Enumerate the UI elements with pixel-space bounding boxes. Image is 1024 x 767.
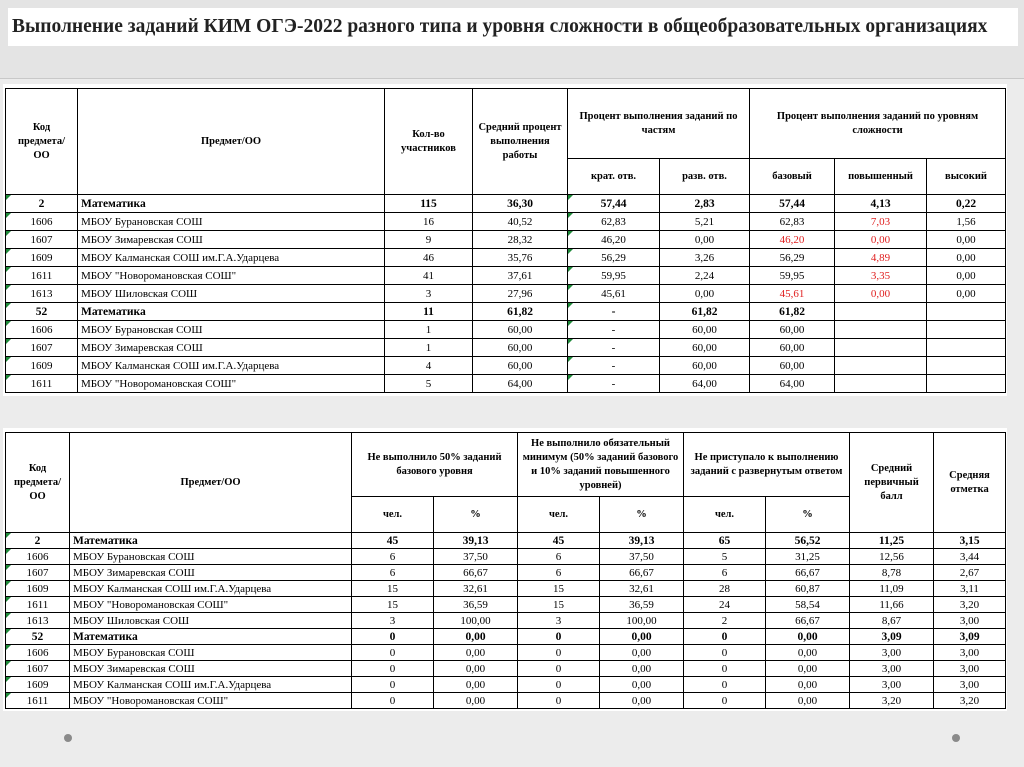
cell-level-advanced: 0,00 bbox=[835, 231, 927, 249]
cell-count: 9 bbox=[385, 231, 473, 249]
header-not-started: Не приступало к выполнению заданий с развернутым ответом bbox=[684, 433, 850, 497]
cell-n3: 0 bbox=[684, 677, 766, 693]
cell-marker-icon bbox=[6, 645, 11, 650]
cell-p3: 31,25 bbox=[766, 549, 850, 565]
header-long-answer: разв. отв. bbox=[660, 159, 750, 195]
cell-n3: 2 bbox=[684, 613, 766, 629]
header-average-grade: Средняя отметка bbox=[934, 433, 1006, 533]
cell-p2: 0,00 bbox=[600, 677, 684, 693]
cell-subject: МБОУ Калманская СОШ им.Г.А.Ударцева bbox=[70, 677, 352, 693]
cell-n3: 6 bbox=[684, 565, 766, 581]
cell-long-answer: 0,00 bbox=[660, 231, 750, 249]
cell-n2: 0 bbox=[518, 645, 600, 661]
cell-p3: 0,00 bbox=[766, 661, 850, 677]
cell-grade: 3,00 bbox=[934, 677, 1006, 693]
cell-subject: МБОУ "Новоромановская СОШ" bbox=[78, 375, 385, 393]
cell-n2: 0 bbox=[518, 661, 600, 677]
cell-count: 5 bbox=[385, 375, 473, 393]
cell-code: 1606 bbox=[6, 645, 70, 661]
cell-average: 60,00 bbox=[473, 357, 568, 375]
cell-average: 28,32 bbox=[473, 231, 568, 249]
cell-long-answer: 61,82 bbox=[660, 303, 750, 321]
cell-average: 37,61 bbox=[473, 267, 568, 285]
table-row bbox=[6, 581, 1006, 597]
cell-subject: МБОУ Калманская СОШ им.Г.А.Ударцева bbox=[70, 581, 352, 597]
cell-n1: 15 bbox=[352, 581, 434, 597]
cell-grade: 3,00 bbox=[934, 661, 1006, 677]
header-count: Кол-во участников bbox=[385, 89, 473, 195]
cell-marker-icon bbox=[568, 303, 573, 308]
cell-count: 115 bbox=[385, 195, 473, 213]
cell-long-answer: 2,24 bbox=[660, 267, 750, 285]
header-percent: % bbox=[434, 497, 518, 533]
cell-level-high bbox=[927, 321, 1006, 339]
table-row bbox=[6, 677, 1006, 693]
cell-p1: 37,50 bbox=[434, 549, 518, 565]
cell-count: 11 bbox=[385, 303, 473, 321]
cell-marker-icon bbox=[6, 581, 11, 586]
cell-score: 8,78 bbox=[850, 565, 934, 581]
cell-n2: 45 bbox=[518, 533, 600, 549]
cell-p1: 32,61 bbox=[434, 581, 518, 597]
cell-p2: 0,00 bbox=[600, 629, 684, 645]
cell-score: 3,00 bbox=[850, 661, 934, 677]
header-level-basic: базовый bbox=[750, 159, 835, 195]
cell-subject: Математика bbox=[70, 533, 352, 549]
cell-average: 35,76 bbox=[473, 249, 568, 267]
header-levels-group: Процент выполнения заданий по уровням сложности bbox=[750, 89, 1006, 159]
cell-n1: 6 bbox=[352, 549, 434, 565]
cell-short-answer: - bbox=[568, 321, 660, 339]
cell-n3: 0 bbox=[684, 645, 766, 661]
table-row bbox=[6, 629, 1006, 645]
cell-short-answer: 59,95 bbox=[568, 267, 660, 285]
cell-average: 64,00 bbox=[473, 375, 568, 393]
cell-n1: 0 bbox=[352, 661, 434, 677]
cell-long-answer: 3,26 bbox=[660, 249, 750, 267]
cell-average: 40,52 bbox=[473, 213, 568, 231]
cell-n2: 15 bbox=[518, 597, 600, 613]
cell-p1: 66,67 bbox=[434, 565, 518, 581]
cell-level-basic: 64,00 bbox=[750, 375, 835, 393]
cell-n1: 15 bbox=[352, 597, 434, 613]
cell-n1: 0 bbox=[352, 645, 434, 661]
cell-subject: Математика bbox=[70, 629, 352, 645]
header-not-minimum: Не выполнило обязательный минимум (50% заданий базового и 10% заданий повышенного уровней) bbox=[518, 433, 684, 497]
cell-level-basic: 60,00 bbox=[750, 321, 835, 339]
cell-p3: 66,67 bbox=[766, 565, 850, 581]
header-subject: Предмет/ОО bbox=[78, 89, 385, 195]
cell-marker-icon bbox=[6, 357, 11, 362]
cell-marker-icon bbox=[6, 195, 11, 200]
cell-p2: 0,00 bbox=[600, 693, 684, 709]
cell-marker-icon bbox=[568, 249, 573, 254]
cell-average: 61,82 bbox=[473, 303, 568, 321]
cell-p2: 0,00 bbox=[600, 661, 684, 677]
cell-grade: 3,20 bbox=[934, 693, 1006, 709]
cell-marker-icon bbox=[6, 285, 11, 290]
cell-code: 1609 bbox=[6, 357, 78, 375]
cell-grade: 3,00 bbox=[934, 645, 1006, 661]
cell-short-answer: - bbox=[568, 303, 660, 321]
cell-code: 1611 bbox=[6, 267, 78, 285]
cell-level-advanced bbox=[835, 375, 927, 393]
cell-code: 1613 bbox=[6, 613, 70, 629]
cell-level-basic: 61,82 bbox=[750, 303, 835, 321]
cell-n2: 15 bbox=[518, 581, 600, 597]
cell-level-advanced bbox=[835, 357, 927, 375]
cell-level-basic: 45,61 bbox=[750, 285, 835, 303]
cell-level-high: 0,00 bbox=[927, 285, 1006, 303]
cell-long-answer: 0,00 bbox=[660, 285, 750, 303]
cell-p1: 0,00 bbox=[434, 645, 518, 661]
cell-count: 46 bbox=[385, 249, 473, 267]
title-bar bbox=[0, 0, 1024, 79]
cell-subject: Математика bbox=[78, 195, 385, 213]
cell-subject: МБОУ "Новоромановская СОШ" bbox=[78, 267, 385, 285]
cell-n3: 65 bbox=[684, 533, 766, 549]
cell-n3: 5 bbox=[684, 549, 766, 565]
cell-p2: 0,00 bbox=[600, 645, 684, 661]
cell-p1: 0,00 bbox=[434, 629, 518, 645]
cell-grade: 3,20 bbox=[934, 597, 1006, 613]
cell-score: 8,67 bbox=[850, 613, 934, 629]
cell-level-high: 1,56 bbox=[927, 213, 1006, 231]
cell-marker-icon bbox=[6, 321, 11, 326]
cell-marker-icon bbox=[6, 303, 11, 308]
header-parts-group: Процент выполнения заданий по частям bbox=[568, 89, 750, 159]
cell-p2: 37,50 bbox=[600, 549, 684, 565]
header-percent: % bbox=[766, 497, 850, 533]
cell-short-answer: - bbox=[568, 375, 660, 393]
cell-code: 1607 bbox=[6, 565, 70, 581]
slide-dot-left bbox=[64, 734, 72, 742]
cell-level-basic: 56,29 bbox=[750, 249, 835, 267]
table-row bbox=[6, 321, 1006, 339]
table-row bbox=[6, 645, 1006, 661]
cell-count: 4 bbox=[385, 357, 473, 375]
cell-subject: МБОУ Зимаревская СОШ bbox=[70, 661, 352, 677]
cell-score: 3,20 bbox=[850, 693, 934, 709]
cell-p3: 0,00 bbox=[766, 693, 850, 709]
cell-level-high bbox=[927, 375, 1006, 393]
cell-marker-icon bbox=[568, 213, 573, 218]
cell-grade: 3,11 bbox=[934, 581, 1006, 597]
cell-level-high: 0,22 bbox=[927, 195, 1006, 213]
cell-subject: МБОУ "Новоромановская СОШ" bbox=[70, 693, 352, 709]
cell-marker-icon bbox=[6, 549, 11, 554]
cell-average: 60,00 bbox=[473, 321, 568, 339]
cell-n1: 6 bbox=[352, 565, 434, 581]
cell-marker-icon bbox=[6, 597, 11, 602]
cell-subject: МБОУ Бурановская СОШ bbox=[70, 549, 352, 565]
table-row bbox=[6, 549, 1006, 565]
cell-count: 41 bbox=[385, 267, 473, 285]
cell-long-answer: 5,21 bbox=[660, 213, 750, 231]
cell-n2: 6 bbox=[518, 565, 600, 581]
cell-p1: 0,00 bbox=[434, 693, 518, 709]
cell-short-answer: 57,44 bbox=[568, 195, 660, 213]
cell-marker-icon bbox=[568, 231, 573, 236]
cell-count: 3 bbox=[385, 285, 473, 303]
cell-long-answer: 60,00 bbox=[660, 321, 750, 339]
cell-score: 3,00 bbox=[850, 677, 934, 693]
cell-p1: 0,00 bbox=[434, 661, 518, 677]
cell-grade: 3,00 bbox=[934, 613, 1006, 629]
cell-count: 16 bbox=[385, 213, 473, 231]
cell-subject: Математика bbox=[78, 303, 385, 321]
cell-code: 1611 bbox=[6, 375, 78, 393]
cell-marker-icon bbox=[568, 375, 573, 380]
cell-level-high bbox=[927, 339, 1006, 357]
cell-code: 1606 bbox=[6, 213, 78, 231]
cell-code: 1611 bbox=[6, 693, 70, 709]
cell-n1: 45 bbox=[352, 533, 434, 549]
cell-subject: МБОУ Шиловская СОШ bbox=[78, 285, 385, 303]
cell-marker-icon bbox=[6, 565, 11, 570]
table-row bbox=[6, 231, 1006, 249]
header-code: Код предмета/ ОО bbox=[6, 433, 70, 533]
cell-short-answer: 46,20 bbox=[568, 231, 660, 249]
cell-marker-icon bbox=[6, 661, 11, 666]
cell-n2: 0 bbox=[518, 629, 600, 645]
cell-count: 1 bbox=[385, 339, 473, 357]
cell-n2: 3 bbox=[518, 613, 600, 629]
header-people: чел. bbox=[518, 497, 600, 533]
cell-subject: МБОУ Зимаревская СОШ bbox=[78, 231, 385, 249]
cell-n2: 0 bbox=[518, 677, 600, 693]
cell-score: 11,09 bbox=[850, 581, 934, 597]
cell-short-answer: 45,61 bbox=[568, 285, 660, 303]
cell-marker-icon bbox=[6, 375, 11, 380]
cell-subject: МБОУ Калманская СОШ им.Г.А.Ударцева bbox=[78, 357, 385, 375]
cell-marker-icon bbox=[568, 285, 573, 290]
cell-subject: МБОУ Шиловская СОШ bbox=[70, 613, 352, 629]
cell-average: 60,00 bbox=[473, 339, 568, 357]
header-primary-score: Средний первичный балл bbox=[850, 433, 934, 533]
header-code: Код предмета/ ОО bbox=[6, 89, 78, 195]
cell-code: 1609 bbox=[6, 677, 70, 693]
cell-code: 1607 bbox=[6, 339, 78, 357]
table-row bbox=[6, 267, 1006, 285]
cell-code: 1613 bbox=[6, 285, 78, 303]
cell-subject: МБОУ Бурановская СОШ bbox=[78, 321, 385, 339]
cell-score: 12,56 bbox=[850, 549, 934, 565]
table-row bbox=[6, 213, 1006, 231]
cell-short-answer: - bbox=[568, 357, 660, 375]
cell-marker-icon bbox=[568, 357, 573, 362]
cell-p1: 39,13 bbox=[434, 533, 518, 549]
cell-n1: 0 bbox=[352, 677, 434, 693]
cell-n1: 0 bbox=[352, 693, 434, 709]
cell-level-basic: 59,95 bbox=[750, 267, 835, 285]
cell-level-advanced: 0,00 bbox=[835, 285, 927, 303]
table-row bbox=[6, 597, 1006, 613]
cell-p2: 66,67 bbox=[600, 565, 684, 581]
cell-code: 2 bbox=[6, 533, 70, 549]
cell-level-advanced bbox=[835, 321, 927, 339]
slide-dot-right bbox=[952, 734, 960, 742]
cell-code: 52 bbox=[6, 303, 78, 321]
cell-p2: 100,00 bbox=[600, 613, 684, 629]
cell-level-advanced: 4,89 bbox=[835, 249, 927, 267]
cell-code: 1607 bbox=[6, 661, 70, 677]
cell-subject: МБОУ Бурановская СОШ bbox=[78, 213, 385, 231]
table-row bbox=[6, 533, 1006, 549]
cell-subject: МБОУ Калманская СОШ им.Г.А.Ударцева bbox=[78, 249, 385, 267]
cell-level-basic: 57,44 bbox=[750, 195, 835, 213]
cell-grade: 3,15 bbox=[934, 533, 1006, 549]
cell-score: 3,09 bbox=[850, 629, 934, 645]
header-people: чел. bbox=[352, 497, 434, 533]
cell-count: 1 bbox=[385, 321, 473, 339]
cell-p3: 66,67 bbox=[766, 613, 850, 629]
cell-marker-icon bbox=[568, 339, 573, 344]
cell-n3: 28 bbox=[684, 581, 766, 597]
cell-level-advanced: 4,13 bbox=[835, 195, 927, 213]
cell-n3: 0 bbox=[684, 693, 766, 709]
cell-level-high: 0,00 bbox=[927, 231, 1006, 249]
table-row bbox=[6, 249, 1006, 267]
cell-code: 1609 bbox=[6, 581, 70, 597]
cell-long-answer: 60,00 bbox=[660, 339, 750, 357]
cell-marker-icon bbox=[568, 321, 573, 326]
cell-p2: 36,59 bbox=[600, 597, 684, 613]
cell-level-advanced: 7,03 bbox=[835, 213, 927, 231]
cell-grade: 3,44 bbox=[934, 549, 1006, 565]
cell-marker-icon bbox=[6, 629, 11, 634]
cell-code: 52 bbox=[6, 629, 70, 645]
cell-code: 1611 bbox=[6, 597, 70, 613]
cell-marker-icon bbox=[6, 213, 11, 218]
header-level-high: высокий bbox=[927, 159, 1006, 195]
table-row bbox=[6, 693, 1006, 709]
cell-p1: 0,00 bbox=[434, 677, 518, 693]
table-failure-stats bbox=[5, 432, 1006, 709]
cell-level-high bbox=[927, 303, 1006, 321]
cell-score: 11,66 bbox=[850, 597, 934, 613]
cell-p3: 0,00 bbox=[766, 677, 850, 693]
cell-n1: 3 bbox=[352, 613, 434, 629]
cell-code: 2 bbox=[6, 195, 78, 213]
cell-n2: 6 bbox=[518, 549, 600, 565]
cell-score: 11,25 bbox=[850, 533, 934, 549]
cell-level-basic: 46,20 bbox=[750, 231, 835, 249]
cell-p1: 36,59 bbox=[434, 597, 518, 613]
header-not-50-basic: Не выполнило 50% заданий базового уровня bbox=[352, 433, 518, 497]
table-row bbox=[6, 285, 1006, 303]
cell-n3: 24 bbox=[684, 597, 766, 613]
page-title: Выполнение заданий КИМ ОГЭ-2022 разного типа и уровня сложности в общеобразовательных организациях bbox=[12, 16, 988, 37]
cell-marker-icon bbox=[568, 267, 573, 272]
cell-short-answer: - bbox=[568, 339, 660, 357]
table-row bbox=[6, 613, 1006, 629]
cell-level-basic: 62,83 bbox=[750, 213, 835, 231]
cell-n1: 0 bbox=[352, 629, 434, 645]
cell-p3: 56,52 bbox=[766, 533, 850, 549]
cell-short-answer: 62,83 bbox=[568, 213, 660, 231]
table-task-completion bbox=[5, 88, 1006, 393]
table-row bbox=[6, 375, 1006, 393]
cell-level-high: 0,00 bbox=[927, 249, 1006, 267]
table-row bbox=[6, 357, 1006, 375]
cell-marker-icon bbox=[6, 339, 11, 344]
table-row bbox=[6, 661, 1006, 677]
cell-marker-icon bbox=[6, 533, 11, 538]
cell-subject: МБОУ Бурановская СОШ bbox=[70, 645, 352, 661]
header-percent: % bbox=[600, 497, 684, 533]
cell-subject: МБОУ "Новоромановская СОШ" bbox=[70, 597, 352, 613]
cell-p3: 60,87 bbox=[766, 581, 850, 597]
cell-subject: МБОУ Зимаревская СОШ bbox=[78, 339, 385, 357]
cell-code: 1606 bbox=[6, 549, 70, 565]
cell-average: 36,30 bbox=[473, 195, 568, 213]
cell-level-advanced: 3,35 bbox=[835, 267, 927, 285]
cell-level-basic: 60,00 bbox=[750, 357, 835, 375]
cell-code: 1607 bbox=[6, 231, 78, 249]
sheet-bottom bbox=[3, 428, 1007, 711]
cell-long-answer: 2,83 bbox=[660, 195, 750, 213]
cell-n2: 0 bbox=[518, 693, 600, 709]
header-level-advanced: повышенный bbox=[835, 159, 927, 195]
table-row bbox=[6, 303, 1006, 321]
header-people: чел. bbox=[684, 497, 766, 533]
cell-level-advanced bbox=[835, 303, 927, 321]
cell-subject: МБОУ Зимаревская СОШ bbox=[70, 565, 352, 581]
cell-n3: 0 bbox=[684, 661, 766, 677]
cell-marker-icon bbox=[568, 195, 573, 200]
cell-score: 3,00 bbox=[850, 645, 934, 661]
cell-level-basic: 60,00 bbox=[750, 339, 835, 357]
table-row bbox=[6, 339, 1006, 357]
cell-marker-icon bbox=[6, 613, 11, 618]
cell-code: 1609 bbox=[6, 249, 78, 267]
cell-marker-icon bbox=[6, 231, 11, 236]
cell-p3: 58,54 bbox=[766, 597, 850, 613]
cell-short-answer: 56,29 bbox=[568, 249, 660, 267]
cell-average: 27,96 bbox=[473, 285, 568, 303]
cell-level-advanced bbox=[835, 339, 927, 357]
sheet-top bbox=[3, 84, 1007, 396]
cell-level-high: 0,00 bbox=[927, 267, 1006, 285]
cell-grade: 2,67 bbox=[934, 565, 1006, 581]
cell-p3: 0,00 bbox=[766, 629, 850, 645]
table-row bbox=[6, 565, 1006, 581]
cell-n3: 0 bbox=[684, 629, 766, 645]
cell-long-answer: 60,00 bbox=[660, 357, 750, 375]
cell-marker-icon bbox=[6, 677, 11, 682]
cell-p2: 32,61 bbox=[600, 581, 684, 597]
cell-marker-icon bbox=[6, 249, 11, 254]
cell-p3: 0,00 bbox=[766, 645, 850, 661]
cell-p2: 39,13 bbox=[600, 533, 684, 549]
cell-marker-icon bbox=[6, 693, 11, 698]
cell-code: 1606 bbox=[6, 321, 78, 339]
cell-grade: 3,09 bbox=[934, 629, 1006, 645]
header-short-answer: крат. отв. bbox=[568, 159, 660, 195]
header-subject: Предмет/ОО bbox=[70, 433, 352, 533]
cell-p1: 100,00 bbox=[434, 613, 518, 629]
cell-level-high bbox=[927, 357, 1006, 375]
header-average: Средний процент выполнения работы bbox=[473, 89, 568, 195]
cell-marker-icon bbox=[6, 267, 11, 272]
table-row bbox=[6, 195, 1006, 213]
cell-long-answer: 64,00 bbox=[660, 375, 750, 393]
